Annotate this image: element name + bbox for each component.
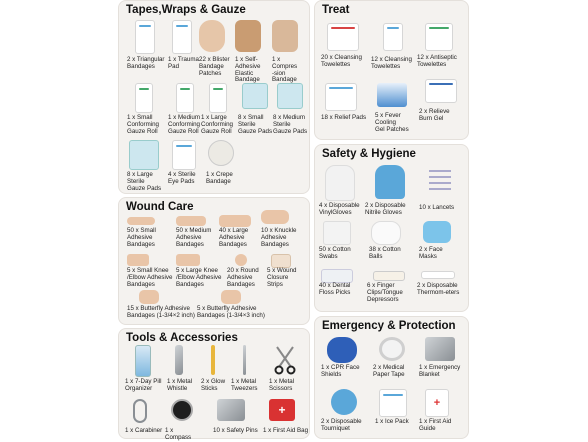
item-pill-organizer: 1 x 7-Day Pill Organizer [125, 345, 163, 397]
cross-icon: + [278, 403, 286, 417]
closure-strip-image [271, 254, 291, 268]
lancets-image [425, 165, 455, 195]
item-disposable-tourniquet: 2 x Disposable Tourniquet [321, 389, 371, 437]
tweezers-image [243, 345, 246, 375]
floss-picks-image [321, 269, 353, 283]
panel-safety-hygiene [314, 144, 469, 312]
item-safety-pins: 10 x Safety Pins [213, 399, 263, 437]
small-bandage-image [127, 217, 155, 225]
section-title-tapes: Tapes,Wraps & Gauze [126, 4, 246, 16]
large-gauze-roll-image [209, 83, 227, 113]
item-carabiner: 1 x Carabiner [125, 399, 165, 437]
cotton-swabs-image [323, 221, 351, 245]
glow-stick-image [211, 345, 215, 375]
emergency-blanket-image [425, 337, 455, 361]
cleansing-towelettes-20-image [327, 23, 359, 51]
item-large-gauze-roll: 1 x Large Conforming Gauze Roll [201, 83, 235, 135]
item-fever-gel-patches: 5 x Fever Cooling Gel Patches [375, 83, 419, 141]
fever-patch-image [377, 83, 407, 107]
item-blister-patches: 22 x Blister Bandage Patches [199, 20, 229, 72]
item-face-masks: 2 x Face Masks [419, 221, 465, 267]
section-title-treat: Treat [322, 4, 350, 16]
eye-pad-image [172, 140, 196, 170]
small-gauze-roll-image [135, 83, 153, 113]
butterfly-bandage-large-image [221, 290, 241, 304]
whistle-image [175, 345, 183, 375]
scissors-image [273, 345, 297, 375]
item-wound-closure-strips: 5 x Wound Closure Strips [267, 254, 307, 288]
item-trauma-pad: 1 x Trauma Pad [168, 20, 198, 72]
item-knuckle-bandages: 10 x Knuckle Adhesive Bandages [261, 208, 309, 254]
section-title-safety: Safety & Hygiene [322, 148, 416, 160]
antiseptic-towelettes-image [425, 23, 453, 51]
item-relief-pads: 18 x Relief Pads [321, 83, 367, 133]
item-disposable-thermometers: 2 x Disposable Thermom-eters [417, 269, 469, 311]
small-knee-bandage-image [127, 254, 149, 266]
item-butterfly-bandages-large: 5 x Butterfly Adhesive Bandages (1-3/4×3 inch) [197, 290, 307, 324]
item-lancets: 10 x Lancets [419, 165, 465, 217]
item-emergency-blanket: 1 x Emergency Blanket [419, 337, 467, 387]
first-aid-bag-image [269, 399, 295, 421]
item-compass: 1 x Compass [165, 399, 201, 437]
item-first-aid-bag: + 1 x First Aid Bag [263, 399, 309, 437]
large-knee-bandage-image [176, 254, 200, 266]
item-compression-bandage: 1 x Compres -sion Bandage [272, 20, 306, 80]
relief-pads-image [325, 83, 357, 111]
item-finger-clips-tongue-depressors: 6 x Finger Clips/Tongue Depressors [367, 269, 417, 311]
safety-pins-image [217, 399, 245, 421]
ice-pack-image [379, 389, 407, 417]
item-small-gauze-pads: 8 x Small Sterile Gauze Pads [238, 83, 272, 135]
item-triangular-bandages: 2 x Triangular Bandages [127, 20, 161, 72]
compression-bandage-image [272, 20, 298, 52]
butterfly-bandage-small-image [139, 290, 159, 304]
panel-tools-accessories [118, 328, 310, 439]
tourniquet-image [331, 389, 357, 415]
nitrile-gloves-image [375, 165, 405, 199]
item-medium-adhesive-bandages: 50 x Medium Adhesive Bandages [176, 214, 221, 254]
item-small-gauze-roll: 1 x Small Conforming Gauze Roll [127, 83, 161, 135]
paper-tape-image [379, 337, 405, 361]
cpr-shield-image [327, 337, 357, 363]
crepe-bandage-image [208, 140, 234, 166]
item-metal-tweezers: 1 x Metal Tweezers [231, 345, 261, 397]
cotton-balls-image [371, 221, 401, 245]
section-title-emergency: Emergency & Protection [322, 320, 456, 332]
item-large-knee-elbow-bandages: 5 x Large Knee /Elbow Adhesive Bandages [176, 254, 230, 288]
item-dental-floss-picks: 40 x Dental Floss Picks [319, 269, 363, 311]
item-sterile-eye-pads: 4 x Sterile Eye Pads [168, 140, 202, 192]
section-title-tools: Tools & Accessories [126, 332, 238, 344]
medium-gauze-roll-image [176, 83, 194, 113]
item-large-gauze-pads: 8 x Large Sterile Gauze Pads [127, 140, 161, 192]
large-bandage-image [219, 215, 251, 227]
small-gauze-pad-image [242, 83, 268, 109]
cleansing-towelettes-12-image [383, 23, 403, 51]
item-large-adhesive-bandages: 40 x Large Adhesive Bandages [219, 214, 264, 254]
pill-organizer-image [135, 345, 151, 377]
elastic-bandage-roll-image [235, 20, 261, 52]
item-medium-gauze-pads: 8 x Medium Sterile Gauze Pads [273, 83, 307, 135]
item-small-knee-elbow-bandages: 5 x Small Knee /Elbow Adhesive Bandages [127, 254, 179, 288]
tongue-depressor-image [373, 271, 405, 281]
blister-patch-image [199, 20, 225, 52]
item-cpr-face-shields: 1 x CPR Face Shields [321, 337, 369, 387]
medium-bandage-image [176, 216, 206, 226]
item-vinyl-gloves: 4 x Disposable VinylGloves [319, 165, 367, 217]
item-nitrile-gloves: 2 x Disposable Nitrile Gloves [365, 165, 417, 217]
item-ice-pack: 1 x Ice Pack [375, 389, 415, 437]
item-round-bandages: 20 x Round Adhesive Bandages [227, 254, 265, 288]
item-medium-gauze-roll: 1 x Medium Conforming Gauze Roll [168, 83, 202, 135]
panel-tapes-wraps-gauze [118, 0, 310, 194]
thermometer-image [421, 271, 455, 279]
item-cotton-swabs: 50 x Cotton Swabs [319, 221, 363, 267]
triangular-bandage-image [135, 20, 155, 54]
round-bandage-image [235, 254, 247, 266]
trauma-pad-image [172, 20, 192, 54]
item-cleansing-towelettes-20: 20 x Cleansing Towelettes [321, 23, 367, 73]
item-glow-sticks: 2 x Glow Sticks [201, 345, 229, 397]
item-metal-whistle: 1 x Metal Whistle [167, 345, 195, 397]
item-medical-paper-tape: 2 x Medical Paper Tape [373, 337, 417, 387]
red-cross-icon: + [433, 397, 441, 409]
item-crepe-bandage: 1 x Crepe Bandage [206, 140, 240, 192]
item-butterfly-bandages-small: 15 x Butterfly Adhesive Bandages (1-3/4×2 inch) [127, 290, 207, 324]
item-antiseptic-towelettes: 12 x Antiseptic Towelettes [417, 23, 465, 73]
panel-treat [314, 0, 469, 140]
item-self-adhesive-elastic: 1 x Self- Adhesive Elastic Bandage [235, 20, 269, 80]
vinyl-gloves-image [325, 165, 355, 201]
burn-gel-image [425, 79, 457, 103]
knuckle-bandage-image [261, 210, 289, 224]
large-gauze-pad-image [129, 140, 159, 170]
carabiner-image [133, 399, 147, 423]
item-burn-gel: 2 x Relieve Burn Gel [419, 79, 467, 129]
first-aid-guide-image [425, 389, 449, 417]
panel-emergency-protection [314, 316, 469, 439]
face-mask-image [423, 221, 451, 243]
medium-gauze-pad-image [277, 83, 303, 109]
item-cleansing-towelettes-12: 12 x Cleansing Towelettes [371, 23, 415, 73]
item-cotton-balls: 38 x Cotton Balls [369, 221, 409, 267]
compass-image [171, 399, 193, 421]
item-first-aid-guide: + 1 x First Aid Guide [419, 389, 467, 437]
panel-wound-care [118, 197, 310, 325]
item-metal-scissors: 1 x Metal Scissors [269, 345, 305, 397]
item-small-adhesive-bandages: 50 x Small Adhesive Bandages [127, 214, 172, 254]
section-title-wound-care: Wound Care [126, 201, 194, 213]
